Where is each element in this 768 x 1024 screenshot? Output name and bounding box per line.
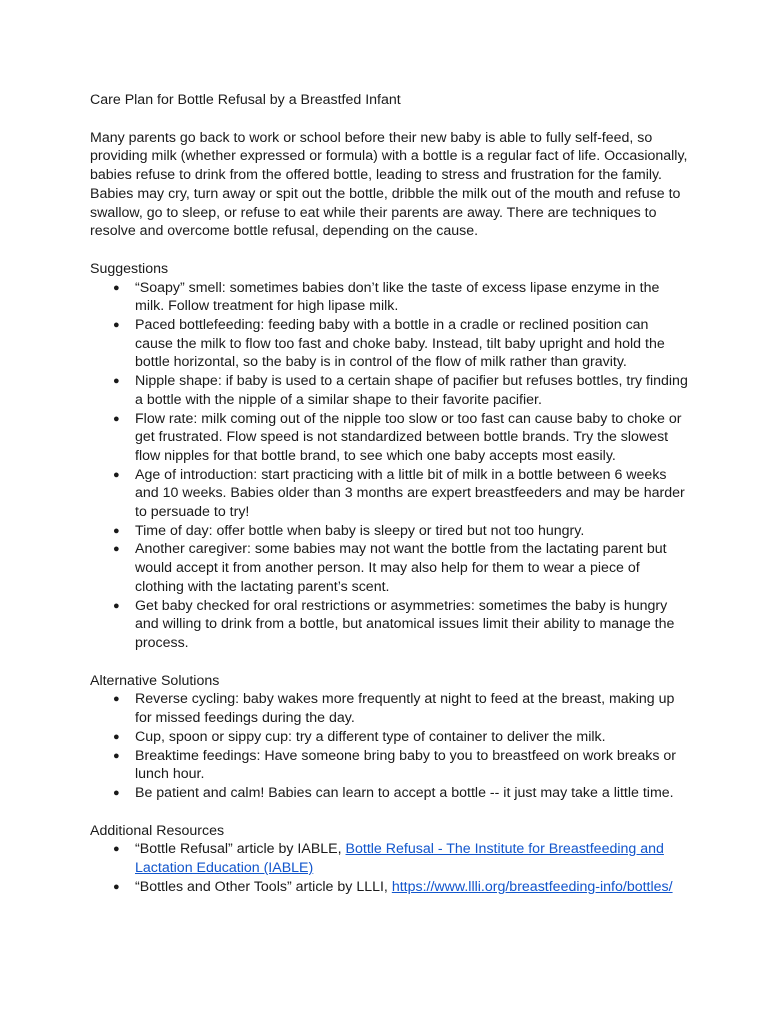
resource-description: “Bottles and Other Tools” article by LLLI, (135, 878, 392, 895)
resources-heading: Additional Resources (90, 822, 225, 839)
suggestions-list (90, 279, 690, 653)
document-title: Care Plan for Bottle Refusal by a Breastfed Infant (90, 92, 401, 108)
list-item-time-of-day: ● Time of day: offer bottle when baby is sleepy or tired but not too hungry. (90, 522, 690, 541)
list-item-llli-resource (90, 878, 690, 897)
alternatives-list (90, 690, 690, 802)
intro-paragraph: Many parents go back to work or school before their new baby is able to fully self-feed, so providing milk (whether expressed or formula) with a bottle is a regular fact of life. Occasionally, babies refuse to drink from the offered bottle, leading to stress and frustration for the family. Babies may cry, turn away or spit out the bottle, dribble the milk out of the mouth and refuse to swallow, go to sleep, or refuse to eat while their parents are away. There are techniques to resolve and overcome bottle refusal, depending on the cause. (90, 129, 688, 240)
list-item-cup-spoon-sippy: ● Cup, spoon or sippy cup: try a different type of container to deliver the milk. (90, 728, 690, 747)
list-item-reverse-cycling: ● Reverse cycling: baby wakes more frequently at night to feed at the breast, making up for missed feedings during the day. (90, 690, 690, 727)
resources-list (90, 840, 690, 896)
alternatives-heading: Alternative Solutions (90, 672, 220, 689)
list-item-soapy-smell: ● “Soapy” smell: sometimes babies don’t like the taste of excess lipase enzyme in the milk. Follow treatment for high lipase milk. (90, 279, 690, 316)
list-item-iable-resource (90, 840, 690, 877)
list-item-flow-rate: ● Flow rate: milk coming out of the nipple too slow or too fast can cause baby to choke or get frustrated. Flow speed is not standardized between bottle brands. Try the slowest flow nipples for that bottle brand, to see which one baby accepts most easily. (90, 410, 690, 466)
list-item-oral-restrictions: ● Get baby checked for oral restrictions or asymmetries: sometimes the baby is hungry and willing to drink from a bottle, but anatomical issues limit their ability to manage the process. (90, 597, 690, 653)
list-item-another-caregiver: ● Another caregiver: some babies may not want the bottle from the lactating parent but would accept it from another person. It may also help for them to wear a piece of clothing with the lactating parent’s scent. (90, 540, 690, 596)
list-item-nipple-shape: ● Nipple shape: if baby is used to a certain shape of pacifier but refuses bottles, try finding a bottle with the nipple of a similar shape to their favorite pacifier. (90, 372, 690, 409)
list-item-age-of-introduction: ● Age of introduction: start practicing with a little bit of milk in a bottle between 6 weeks and 10 weeks. Babies older than 3 months are expert breastfeeders and may be harder to persuade to try! (90, 466, 690, 522)
list-item-breaktime-feedings: ● Breaktime feedings: Have someone bring baby to you to breastfeed on work breaks or lunch hour. (90, 747, 690, 784)
document-page (90, 91, 690, 915)
list-item-be-patient: ● Be patient and calm! Babies can learn to accept a bottle -- it just may take a little time. (90, 784, 690, 803)
iable-bottle-refusal-link[interactable]: Bottle Refusal - The Institute for Breastfeeding and Lactation Education (IABLE) (135, 841, 664, 877)
llli-bottles-link[interactable]: https://www.llli.org/breastfeeding-info/bottles/ (391, 878, 673, 895)
resource-description: “Bottle Refusal” article by IABLE, (135, 841, 346, 858)
suggestions-heading: Suggestions (90, 260, 169, 277)
list-item-paced-bottlefeeding: ● Paced bottlefeeding: feeding baby with a bottle in a cradle or reclined position can cause the milk to flow too fast and choke baby. Instead, tilt baby upright and hold the bottle horizontal, so the baby is in control of the flow of milk rather than gravity. (90, 316, 690, 372)
